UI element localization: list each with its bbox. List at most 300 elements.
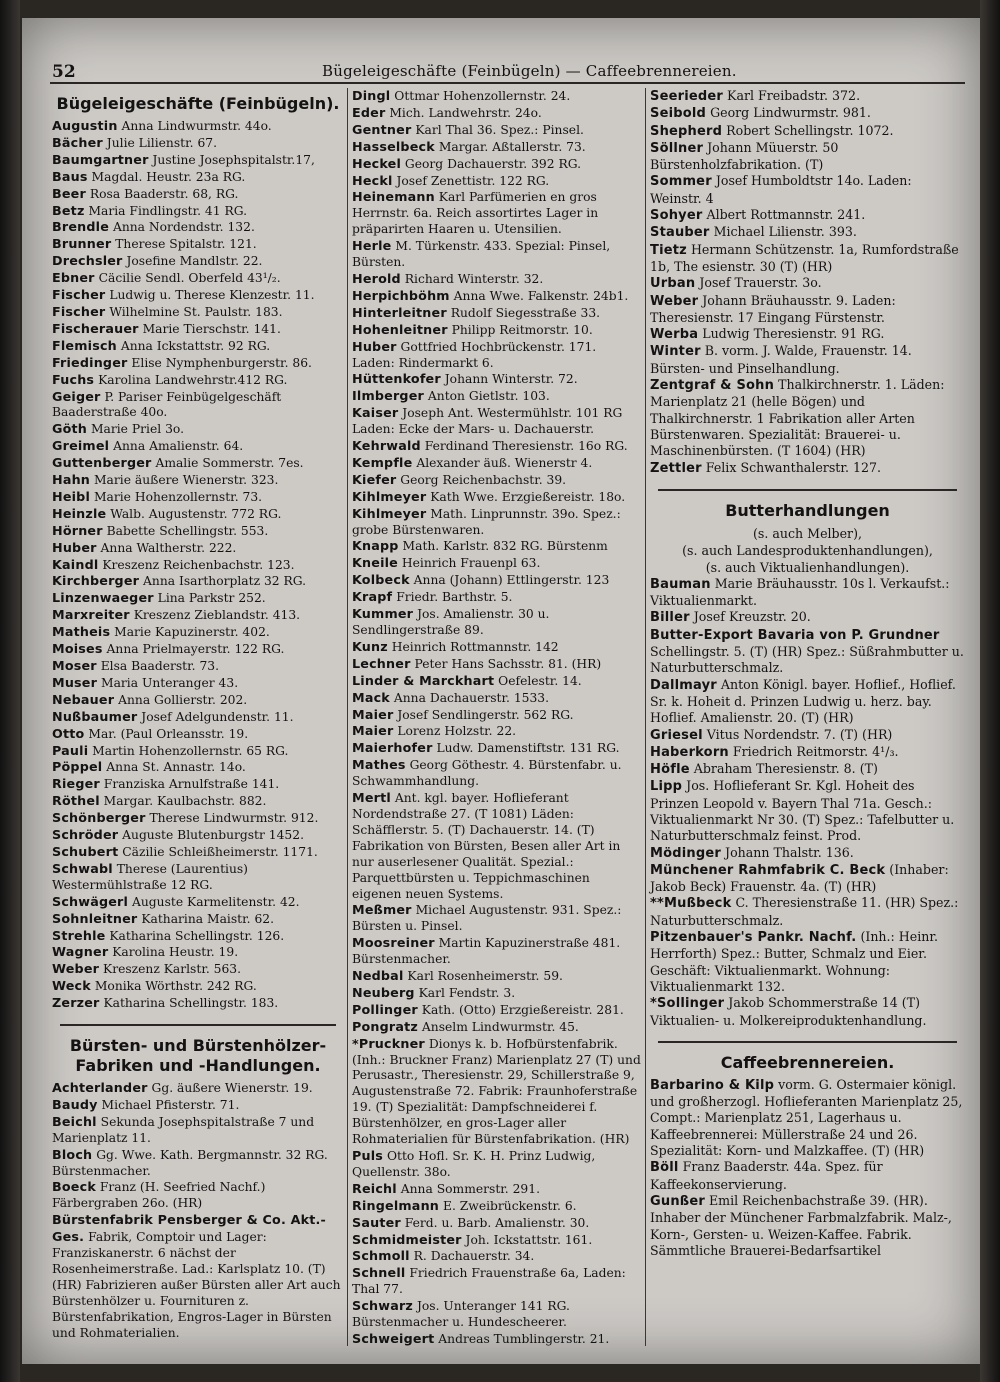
entry-details: Ludw. Damenstiftstr. 131 RG. (436, 741, 620, 756)
section-divider (60, 1024, 336, 1026)
entry-name: Baumgartner (52, 151, 149, 167)
directory-entry (650, 895, 965, 929)
directory-entry (52, 1179, 344, 1212)
entry-details: Elsa Baaderstr. 73. (100, 659, 220, 673)
section-crossref: (s. auch Melber), (753, 525, 862, 541)
entry-name: Winter (650, 344, 701, 360)
entry-details: Joh. Ickstattstr. 161. (465, 1232, 593, 1247)
entry-details: Anna Sommerstr. 291. (400, 1181, 540, 1196)
directory-entry (352, 1198, 642, 1215)
entry-details: Anna Wwe. Falkenstr. 24b1. (453, 288, 629, 303)
entry-name: Werba (650, 327, 699, 343)
entry-details: Marie Priel 3o. (90, 422, 184, 437)
entry-name: *Pruckner (352, 1035, 425, 1051)
entry-details: E. Zweibrückenstr. 6. (442, 1198, 577, 1213)
entry-name: Pongratz (352, 1018, 418, 1034)
directory-entry (352, 1036, 642, 1148)
entry-name: Schubert (52, 843, 119, 859)
entry-details: Karl Rosenheimerstr. 59. (407, 969, 563, 984)
directory-entry (352, 589, 642, 606)
directory-entry (650, 1077, 965, 1159)
entry-name: Zettler (650, 460, 702, 476)
entry-details: Ferd. u. Barb. Amalienstr. 30. (404, 1215, 590, 1230)
entry-details: Fabrik, Comptoir und Lager: Franziskanerstr. 6 nächst der Rosenheimerstraße. Lad.: Karlsplatz 10. (T) (HR) Fabrizieren außer Bürsten aller Art auch Bürstenhölzer u. Fournituren z. Bürstenfabrikation, Engros-Lager in Bürsten und Rohmaterialien. (52, 1230, 341, 1340)
entry-name: Zentgraf & Sohn (650, 378, 775, 394)
entry-name: Flemisch (52, 337, 117, 353)
entry-details: Heinrich Rottmannstr. 142 (391, 639, 559, 654)
entry-details: Therese Lindwurmstr. 912. (149, 811, 319, 826)
directory-entry (52, 641, 344, 658)
entry-name: Kempfle (352, 454, 413, 470)
directory-entry (352, 555, 642, 572)
directory-entry (52, 793, 344, 810)
directory-entry (352, 455, 642, 472)
entry-details: Gg. Wwe. Kath. Bergmannstr. 32 RG. Bürstenmacher. (52, 1147, 328, 1178)
directory-entry (650, 293, 965, 327)
directory-entry (52, 709, 344, 726)
entry-name: Herpichböhm (352, 287, 450, 303)
directory-entry (52, 743, 344, 760)
entry-name: Göth (52, 421, 88, 437)
entry-details: Therese (Laurentius) Westermühlstraße 12 RG. (52, 861, 248, 892)
directory-entry (650, 1193, 965, 1259)
entry-name: Hinterleitner (352, 304, 447, 320)
directory-entry (52, 692, 344, 709)
column-1 (52, 88, 344, 1342)
header-rule (50, 82, 965, 84)
directory-entry (352, 1002, 642, 1019)
entry-name: Pöppel (52, 759, 103, 775)
directory-entry (52, 152, 344, 169)
directory-entry (352, 1019, 642, 1036)
entry-name: Sauter (352, 1214, 401, 1230)
entry-name: Lechner (352, 655, 411, 671)
directory-entry (52, 1147, 344, 1180)
entry-details: Philipp Reitmorstr. 10. (451, 322, 593, 337)
directory-entry (52, 472, 344, 489)
directory-entry (352, 405, 642, 438)
directory-entry (352, 472, 642, 489)
directory-page (22, 18, 980, 1364)
directory-entry (52, 658, 344, 675)
entry-details: Jos. Hoflieferant Sr. Kgl. Hoheit des Prinzen Leopold v. Bayern Thal 71a. Gesch.: Viktualienmarkt Nr 30. (T) Spez.: Tafelbutter u. Naturbutterschmalz feinst. Prod. (650, 778, 955, 844)
directory-entry (52, 1097, 344, 1114)
directory-entry (352, 506, 642, 539)
entry-details: Justine Josephspitalstr.17, (152, 152, 315, 167)
entry-details: Anna St. Annastr. 14o. (106, 760, 246, 775)
entry-name: Lipp (650, 779, 683, 795)
entry-details: Anna (Johann) Ettlingerstr. 123 (413, 573, 610, 588)
section-divider (658, 489, 957, 491)
entry-details: Math. Linprunnstr. 39o. Spez.: grobe Bürstenwaren. (352, 506, 621, 537)
entry-details: Karl Freibadstr. 372. (727, 88, 861, 103)
directory-entry (52, 135, 344, 152)
entry-details: Peter Hans Sachsstr. 81. (HR) (414, 656, 602, 671)
entry-details: Jakob Schommerstraße 14 (T) Viktualien- u. Molkereiproduktenhandlung. (650, 995, 927, 1028)
directory-entry (650, 995, 965, 1029)
entry-name: Baus (52, 168, 88, 184)
entry-details: Schellingstr. 5. (T) (HR) Spez.: Süßrahmbutter u. Naturbutterschmalz. (650, 644, 964, 676)
directory-entry (52, 844, 344, 861)
directory-entry (52, 118, 344, 135)
directory-entry (52, 219, 344, 236)
entry-name: Sohnleitner (52, 910, 138, 926)
entry-details: Felix Schwanthalerstr. 127. (705, 459, 882, 475)
entry-details: Ant. kgl. bayer. Hoflieferant Nordendstraße 27. (T 1081) Läden: Schäfflerstr. 5. (T) Dachauerstr. 14. (T) Fabrikation von Bürsten, Besen aller Art in nur auserlesener Qualität. Spezial.: Parquettbürsten u. Teppichmaschinen eigenen neuen Systems. (352, 791, 621, 901)
directory-entry (352, 935, 642, 968)
directory-entry (352, 723, 642, 740)
entry-details: Margar. Aßtallerstr. 73. (438, 139, 586, 154)
entry-name: Greimel (52, 438, 110, 454)
directory-entry (52, 1212, 344, 1341)
directory-entry (52, 203, 344, 220)
entry-name: Seibold (650, 106, 707, 122)
entry-name: Schmidmeister (352, 1231, 462, 1247)
entry-details: Anna Prielmayerstr. 122 RG. (106, 642, 285, 657)
directory-entry (52, 270, 344, 287)
entry-details: Anna Dachauerstr. 1533. (393, 690, 550, 705)
entry-name: Heckel (352, 155, 401, 171)
directory-entry (52, 726, 344, 743)
entry-details: Franz Baaderstr. 44a. Spez. für Kaffeekonservierung. (650, 1159, 883, 1192)
directory-entry (52, 978, 344, 995)
entry-name: Mathes (352, 757, 406, 773)
entry-details: Auguste Karmelitenstr. 42. (132, 894, 300, 909)
entry-details: Gg. äußere Wienerstr. 19. (151, 1081, 313, 1096)
entry-name: Mack (352, 689, 390, 705)
directory-entry (352, 673, 642, 690)
directory-entry (52, 372, 344, 389)
entry-details: Kreszenz Zieblandstr. 413. (133, 608, 301, 623)
directory-entry (650, 242, 965, 276)
entry-details: Julie Lilienstr. 67. (106, 135, 217, 150)
entry-details: Richard Winterstr. 32. (404, 271, 544, 286)
directory-entry (352, 173, 642, 190)
directory-entry (352, 371, 642, 388)
entry-name: Hörner (52, 522, 103, 538)
directory-entry (52, 861, 344, 894)
directory-entry (52, 810, 344, 827)
entry-details: Martin Hohenzollernstr. 65 RG. (92, 743, 289, 758)
entry-name: Reichl (352, 1180, 397, 1196)
entry-details: Karl Fendstr. 3. (418, 985, 516, 1000)
entry-details: Marie Bräuhausstr. 10s l. Verkaufst.: Viktualienmarkt. (650, 575, 950, 609)
entry-name: Nedbal (352, 968, 404, 984)
entry-details: Kreszenz Reichenbachstr. 123. (102, 557, 295, 572)
entry-name: Pitzenbauer's Pankr. Nachf. (650, 930, 857, 946)
entry-name: Bauman (650, 576, 711, 592)
entry-details: Josef Zenettistr. 122 RG. (396, 173, 550, 188)
entry-name: *Sollinger (650, 996, 725, 1012)
entry-name: Söllner (650, 140, 704, 156)
entry-name: Drechsler (52, 253, 123, 269)
entry-details: Anna Ickstattstr. 92 RG. (120, 338, 271, 353)
entry-name: Kunz (352, 638, 388, 654)
entry-details: Kath Wwe. Erzgießereistr. 18o. (430, 489, 626, 504)
entry-details: Lorenz Holzstr. 22. (397, 724, 517, 739)
entry-name: Urban (650, 276, 696, 292)
entry-name: Zerzer (52, 995, 100, 1011)
entry-details: Mar. (Paul Orleansstr. 19. (88, 726, 249, 741)
entry-details: Margar. Kaulbachstr. 882. (103, 794, 267, 809)
entry-details: Anna Waltherstr. 222. (100, 540, 237, 555)
entry-details: Cäcilie Sendl. Oberfeld 43¹/₂. (98, 271, 281, 286)
entry-details: Cäzilie Schleißheimerstr. 1171. (122, 844, 318, 859)
entry-name: Kaiser (352, 405, 399, 421)
entry-details: Alexander äuß. Wienerstr 4. (416, 455, 593, 470)
entry-details: P. Pariser Feinbügelgeschäft Baaderstraße 40o. (52, 389, 282, 420)
directory-entry (52, 675, 344, 692)
entry-name: Moser (52, 658, 97, 673)
entry-name: Münchener Rahmfabrik C. Beck (650, 862, 886, 878)
directory-entry (52, 169, 344, 186)
entry-name: Fuchs (52, 371, 95, 387)
directory-entry (52, 607, 344, 624)
entry-details: Georg Göthestr. 4. Bürstenfabr. u. Schwammhandlung. (352, 758, 622, 789)
directory-entry (52, 776, 344, 793)
directory-entry (650, 207, 965, 224)
entry-name: Butter-Export Bavaria von P. Grundner (650, 627, 940, 643)
entry-name: Shepherd (650, 123, 723, 139)
entry-details: Josef Trauerstr. 3o. (699, 275, 822, 291)
directory-entry (52, 624, 344, 641)
entry-name: Kummer (352, 606, 414, 622)
entry-name: Geiger (52, 388, 101, 404)
entry-details: Anna Isarthorplatz 32 RG. (143, 574, 307, 589)
directory-entry (650, 778, 965, 844)
directory-entry (52, 455, 344, 472)
entry-name: Tietz (650, 242, 687, 258)
entry-details: Anna Nordendstr. 132. (112, 220, 255, 235)
directory-entry (352, 238, 642, 271)
entry-name: Meßmer (352, 902, 412, 918)
directory-entry (352, 156, 642, 173)
directory-entry (650, 123, 965, 140)
directory-entry (52, 894, 344, 911)
entry-name: Eder (352, 104, 386, 120)
directory-entry (52, 944, 344, 961)
entry-name: Haberkorn (650, 744, 729, 760)
running-head: Bügeleigeschäfte (Feinbügeln) — Caffeebrennereien. (322, 62, 737, 80)
entry-details: Josef Sendlingerstr. 562 RG. (397, 707, 574, 722)
directory-entry (52, 304, 344, 321)
directory-entry (52, 540, 344, 557)
directory-entry (352, 985, 642, 1002)
entry-name: Kihlmeyer (352, 488, 427, 504)
directory-entry (352, 639, 642, 656)
entry-name: Kirchberger (52, 573, 140, 589)
entry-name: Pollinger (352, 1001, 418, 1017)
directory-entry (352, 88, 642, 105)
entry-details: Otto Hofl. Sr. K. H. Prinz Ludwig, Quellenstr. 38o. (352, 1149, 596, 1179)
directory-entry (352, 271, 642, 288)
entry-name: Huber (52, 539, 97, 555)
entry-details: Kreszenz Karlstr. 563. (103, 962, 242, 977)
entry-details: Ludwig Theresienstr. 91 RG. (702, 326, 885, 342)
entry-details: Georg Lindwurmstr. 981. (710, 105, 871, 121)
entry-name: Huber (352, 338, 397, 354)
entry-details: Johann Thalstr. 136. (725, 844, 854, 860)
directory-entry (52, 321, 344, 338)
entry-name: Maierhofer (352, 740, 433, 756)
entry-details: Abraham Theresienstr. 8. (T) (693, 761, 878, 777)
scan-right-edge (980, 0, 1000, 1382)
directory-entry (352, 1215, 642, 1232)
directory-entry (352, 656, 642, 673)
entry-details: Friedrich Frauenstraße 6a, Laden: Thal 77. (352, 1266, 626, 1297)
directory-entry (650, 105, 965, 122)
entry-details: Georg Reichenbachstr. 39. (400, 472, 567, 487)
entry-details: Johann Winterstr. 72. (444, 372, 578, 387)
entry-details: Josefine Mandlstr. 22. (126, 254, 263, 269)
directory-entry (52, 573, 344, 590)
directory-entry (352, 105, 642, 122)
entry-name: Muser (52, 674, 98, 690)
entry-name: Marxreiter (52, 607, 130, 623)
directory-entry (352, 572, 642, 589)
entry-name: Betz (52, 202, 85, 218)
entry-details: M. Türkenstr. 433. Spezial: Pinsel, Bürsten. (352, 239, 611, 270)
directory-entry (650, 377, 965, 459)
directory-entry (352, 339, 642, 372)
entry-name: Hohenleitner (352, 321, 448, 337)
entry-details: Emil Reichenbachstraße 39. (HR). Inhaber der Münchener Farbmalzfabrik. Malz-, Korn-, Gersten- u. Weizen-Kaffee. Fabrik. Sämmtliche Brauerei-Bedarfsartikel (650, 1192, 952, 1258)
directory-entry (352, 1298, 642, 1331)
entry-details: Georg Dachauerstr. 392 RG. (404, 156, 582, 171)
directory-entry (52, 438, 344, 455)
directory-entry (650, 609, 965, 626)
column-2 (352, 88, 642, 1348)
directory-entry (352, 1232, 642, 1249)
entry-details: Marie äußere Wienerstr. 323. (93, 473, 279, 488)
scan-left-edge (0, 0, 20, 1382)
entry-details: Karl Thal 36. Spez.: Pinsel. (415, 122, 584, 137)
entry-name: Barbarino & Kilp (650, 1077, 775, 1093)
directory-entry (352, 139, 642, 156)
entry-name: Kehrwald (352, 438, 421, 454)
directory-entry (352, 438, 642, 455)
entry-name: Schmoll (352, 1248, 410, 1264)
entry-name: Brunner (52, 236, 112, 252)
directory-entry (650, 727, 965, 744)
directory-entry (650, 929, 965, 995)
entry-details: Josef Adelgundenstr. 11. (141, 709, 294, 724)
entry-name: Heinzle (52, 505, 107, 521)
directory-entry (650, 88, 965, 105)
section-title: Bürsten- und Bürstenhölzer-Fabriken und -Handlungen. (69, 1036, 327, 1076)
entry-details: Karl Parfümerien en gros Herrnstr. 6a. Reich assortirtes Lager in präparirten Haaren u. Utensilien. (352, 190, 599, 237)
directory-entry (52, 995, 344, 1012)
entry-details: Sekunda Josephspitalstraße 7 und Marienplatz 11. (52, 1114, 315, 1145)
entry-name: Augustin (52, 118, 118, 133)
entry-details: Gottfried Hochbrückenstr. 171. Laden: Rindermarkt 6. (352, 339, 597, 370)
directory-entry (52, 961, 344, 978)
entry-details: Karolina Heustr. 19. (112, 945, 239, 960)
directory-entry (352, 1248, 642, 1265)
entry-details: Ferdinand Theresienstr. 16o RG. (424, 439, 628, 454)
entry-name: Schnell (352, 1265, 406, 1281)
directory-entry (650, 1159, 965, 1193)
entry-details: Anna Gollierstr. 202. (118, 692, 248, 707)
directory-entry (52, 338, 344, 355)
entry-details: Mich. Landwehrstr. 24o. (389, 105, 542, 120)
entry-details: Robert Schellingstr. 1072. (726, 122, 894, 138)
entry-name: Otto (52, 725, 85, 741)
entry-name: Heinemann (352, 189, 435, 205)
entry-details: Jos. Amalienstr. 30 u. Sendlingerstraße 89. (352, 607, 550, 637)
entry-details: Josef Humboldtstr 14o. Laden: Weinstr. 4 (650, 173, 912, 206)
entry-details: Marie Hohenzollernstr. 73. (93, 489, 263, 504)
directory-entry (650, 576, 965, 610)
entry-name: Schröder (52, 827, 119, 843)
entry-name: Kolbeck (352, 572, 410, 588)
entry-details: C. Theresienstraße 11. (HR) Spez.: Naturbutterschmalz. (650, 895, 959, 928)
entry-name: Brendle (52, 219, 110, 235)
entry-details: Ottmar Hohenzollernstr. 24. (394, 89, 571, 103)
directory-entry (352, 757, 642, 790)
entry-details: Anna Lindwurmstr. 44o. (121, 119, 272, 133)
entry-details: Maria Findlingstr. 41 RG. (88, 203, 248, 218)
entry-name: Gunßer (650, 1193, 705, 1209)
entry-name: Puls (352, 1148, 384, 1163)
entry-name: Schwarz (352, 1298, 414, 1314)
directory-entry (52, 186, 344, 203)
directory-entry (52, 1080, 344, 1097)
entry-name: Weber (52, 961, 100, 977)
entry-details: Marie Kapuzinerstr. 402. (114, 625, 270, 640)
entry-name: Schwabl (52, 860, 113, 876)
entry-name: Schönberger (52, 810, 146, 826)
directory-entry (352, 189, 642, 238)
directory-entry (650, 460, 965, 477)
entry-name: Matheis (52, 624, 111, 640)
entry-details: Therese Spitalstr. 121. (115, 237, 257, 252)
directory-entry (52, 911, 344, 928)
entry-name: Maier (352, 706, 394, 722)
directory-entry (52, 557, 344, 574)
entry-name: Moosreiner (352, 935, 435, 951)
directory-entry (650, 173, 965, 207)
entry-details: Andreas Tumblingerstr. 21. (438, 1331, 610, 1346)
directory-entry (52, 355, 344, 372)
directory-entry (352, 1148, 642, 1181)
entry-details: Heinrich Frauenpl 63. (401, 556, 541, 571)
entry-name: Hahn (52, 472, 91, 488)
entry-name: Höfle (650, 762, 690, 778)
entry-name: Herold (352, 270, 401, 286)
entry-name: Kiefer (352, 471, 397, 487)
entry-name: Schwägerl (52, 893, 129, 909)
entry-name: Stauber (650, 225, 710, 241)
entry-details: Marie Tierschstr. 141. (142, 321, 281, 336)
entry-name: Ebner (52, 270, 95, 286)
directory-entry (52, 287, 344, 304)
directory-entry (52, 389, 344, 422)
entry-name: Bürstenfabrik Pensberger & Co. Akt.-Ges. (52, 1212, 326, 1245)
entry-details: (Inh.: Heinr. Herrforth) Spez.: Butter, Schmalz und Eier. Geschäft: Viktualienmarkt. Wohnung: Viktualienmarkt 132. (650, 929, 939, 994)
entry-name: Fischer (52, 287, 106, 303)
directory-entry (52, 590, 344, 607)
entry-name: Krapf (352, 589, 393, 605)
entry-details: Franz (H. Seefried Nachf.) Färbergraben 26o. (HR) (52, 1180, 266, 1211)
entry-name: Mödinger (650, 845, 722, 861)
entry-details: Wilhelmine St. Paulstr. 183. (109, 304, 283, 319)
entry-name: Gentner (352, 121, 412, 137)
entry-name: Beichl (52, 1113, 97, 1129)
entry-details: Martin Kapuzinerstraße 481. Bürstenmacher. (352, 936, 621, 967)
entry-details: Anna Amalienstr. 64. (113, 439, 244, 454)
section-crossref: (s. auch Viktualienhandlungen). (705, 559, 910, 575)
